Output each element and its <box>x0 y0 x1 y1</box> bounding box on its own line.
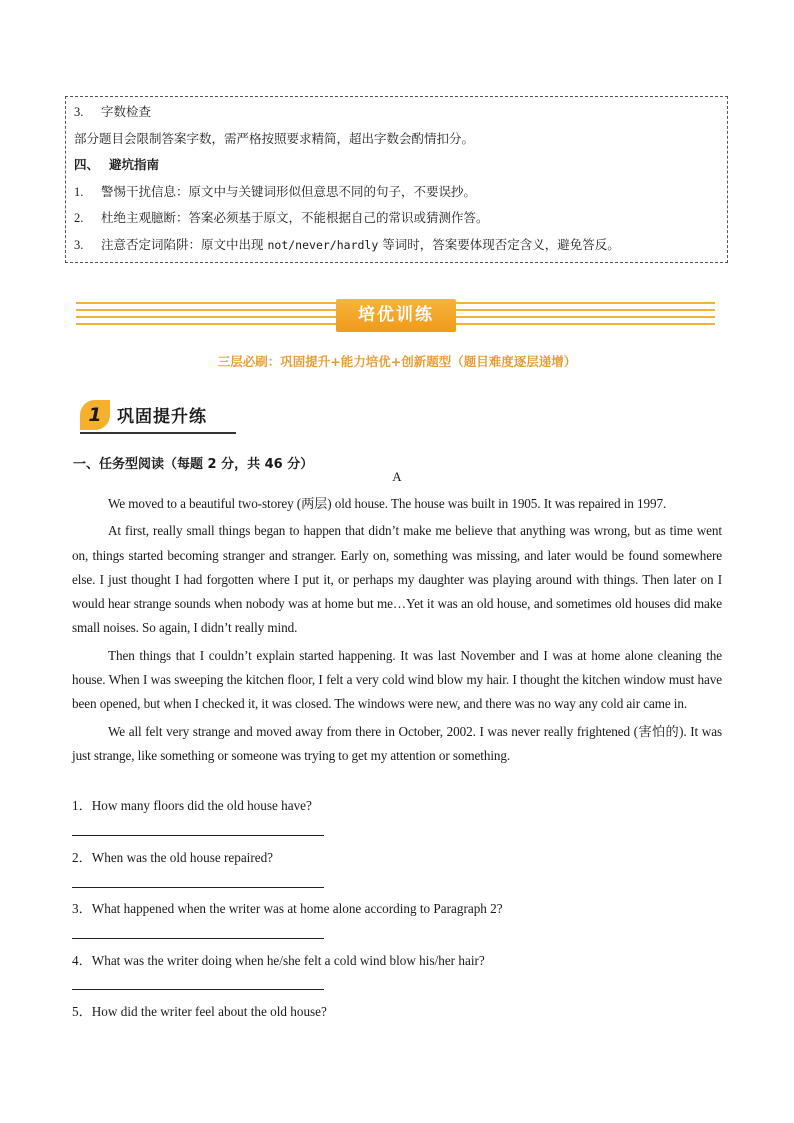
passage-letter: A <box>392 469 402 484</box>
question: 2．When was the old house repaired? <box>72 850 274 865</box>
tip-item-3-number: 3. <box>74 105 84 119</box>
tip-item-3-heading <box>74 99 727 126</box>
section-4-number: 四、 <box>74 158 100 172</box>
pitfall-text: 杜绝主观臆断：答案必须基于原文，不能根据自己的常识或猜测作答。 <box>101 210 489 225</box>
pitfall-item <box>74 179 727 206</box>
question: 3．What happened when the writer was at home alone according to Paragraph 2? <box>72 901 503 916</box>
pitfall-number: 1. <box>74 184 84 199</box>
section-number-badge: 1 <box>80 400 110 430</box>
section-4-title: 避坑指南 <box>109 157 160 172</box>
question: 1．How many floors did the old house have? <box>72 798 312 813</box>
passage-paragraph: We moved to a beautiful two-storey (两层) old house. The house was built in 1905. It was repaired in 1997. <box>108 496 667 511</box>
banner-subtitle: 三层必刷：巩固提升+能力培优+创新题型（题目难度逐层递增） <box>217 354 577 369</box>
section-title: 巩固提升练 <box>117 407 207 427</box>
question: 4．What was the writer doing when he/she felt a cold wind blow his/her hair? <box>72 953 485 968</box>
pitfall-text-post: 等词时，答案要体现否定含义，避免答反。 <box>378 236 620 252</box>
answer-line[interactable] <box>72 989 324 990</box>
pitfall-item <box>74 205 727 232</box>
answer-line[interactable] <box>72 835 324 836</box>
answer-line[interactable] <box>72 938 324 939</box>
pitfall-text-pre: 注意否定词陷阱：原文中出现 <box>101 236 268 252</box>
part-title: 一、任务型阅读（每题 2 分，共 46 分） <box>73 457 314 472</box>
pitfall-code: not/never/hardly <box>267 237 379 252</box>
pitfall-item <box>74 232 727 259</box>
passage-paragraph: We all felt very strange and moved away from there in October, 2002. I was never really frightened (害怕的). It was just strange, like something or someone was trying to get my attention or something. <box>72 723 722 763</box>
section-4-heading <box>74 152 727 179</box>
banner-title: 培优训练 <box>336 299 456 332</box>
answer-line[interactable] <box>72 887 324 888</box>
pitfall-number: 2. <box>74 211 84 225</box>
section-underline <box>80 432 236 434</box>
tips-box <box>65 96 728 263</box>
tip-item-3-body: 部分题目会限制答案字数，需严格按照要求精简，超出字数会酌情扣分。 <box>74 130 475 146</box>
passage-paragraph: Then things that I couldn’t explain started happening. It was last November and I was at home alone cleaning the house. When I was sweeping the kitchen floor, I felt a very cold wind blow my hair. I thought the kitchen window must have been opened, but when I checked it, it was closed. The windows were new, and there was no way any cold air came in. <box>72 647 722 712</box>
tip-item-3-title: 字数检查 <box>101 104 152 119</box>
passage-paragraph: At first, really small things began to happen that didn’t make me believe that anything was wrong, but as time went on, things started becoming stranger and stranger. Early on, something was missing, and later would be found somewhere else. I just thought I had forgotten where I put it, or perhaps my daughter was playing around with things. Then later on I would hear strange sounds when nobody was at home but me…Yet it was an old house, and sometimes old houses did make small noises. So again, I didn’t really mind. <box>72 523 722 636</box>
pitfall-number: 3. <box>74 237 84 252</box>
pitfall-text: 警惕干扰信息：原文中与关键词形似但意思不同的句子，不要误抄。 <box>101 183 477 199</box>
reading-passage <box>72 492 722 771</box>
question: 5．How did the writer feel about the old house? <box>72 1004 327 1019</box>
